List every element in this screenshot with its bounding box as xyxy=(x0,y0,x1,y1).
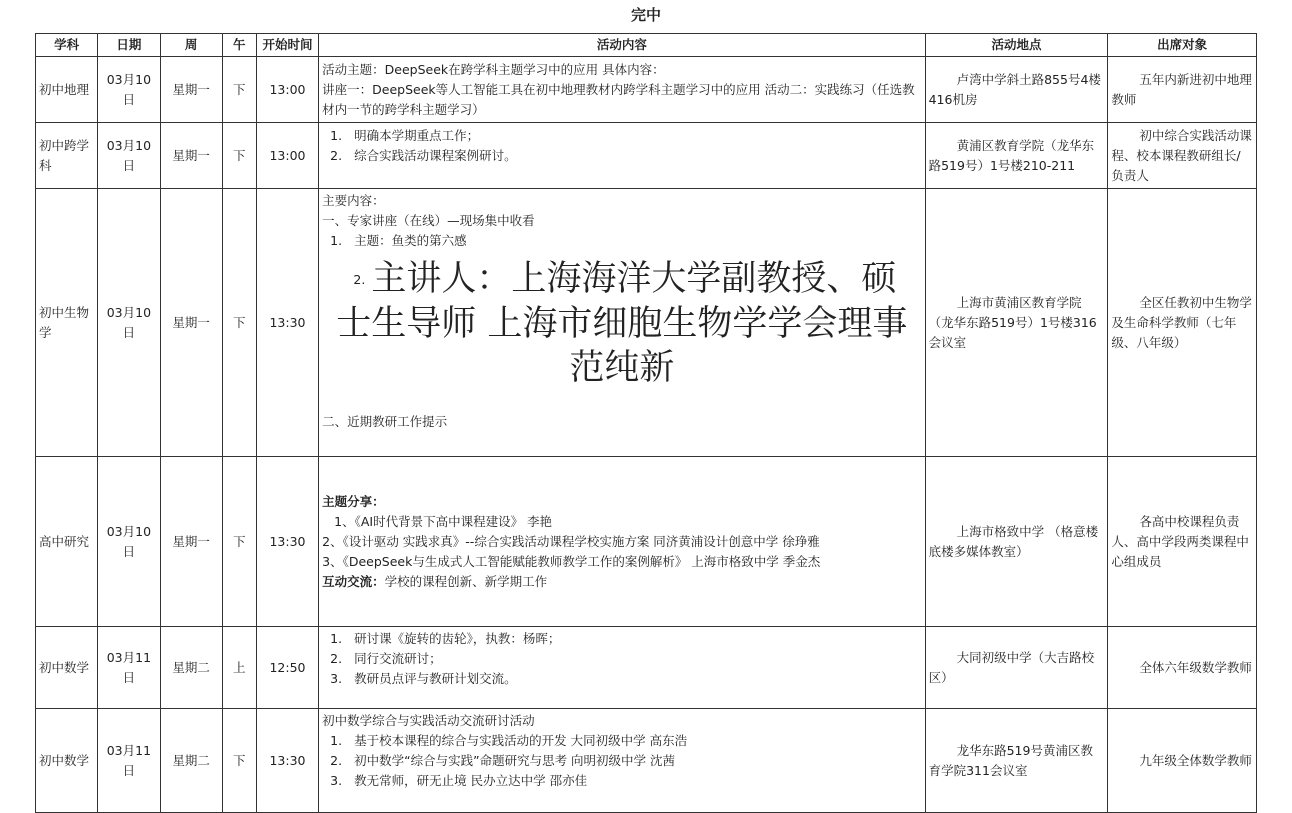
cell-audience xyxy=(1108,189,1257,457)
header-location: 活动地点 xyxy=(925,34,1108,57)
cell-week: 星期一 xyxy=(160,57,222,123)
cell-date: 03月11日 xyxy=(98,709,160,813)
header-noon: 午 xyxy=(222,34,256,57)
list-item xyxy=(322,146,921,166)
page-title: 完中 xyxy=(630,6,661,24)
cell-time: 13:00 xyxy=(256,57,318,123)
cell-content xyxy=(319,57,925,123)
location-text: 上海市格致中学 （格意楼底楼多媒体教室） xyxy=(928,523,1099,559)
content-list xyxy=(322,629,921,689)
cell-date: 03月11日 xyxy=(98,627,160,709)
location-text: 上海市黄浦区教育学院（龙华东路519号）1号楼316会议室 xyxy=(928,294,1097,350)
list-item xyxy=(322,731,921,751)
content-section: 二、近期教研工作提示 xyxy=(322,414,448,429)
cell-subject: 初中生物学 xyxy=(36,189,98,457)
cell-location xyxy=(925,709,1108,813)
item-number: 2. xyxy=(330,753,343,768)
cell-time: 13:30 xyxy=(256,457,318,627)
item-text: 综合实践活动课程案例研讨。 xyxy=(354,148,517,163)
share-item: 3、《DeepSeek与生成式人工智能赋能教师教学工作的案例解析》 上海市格致中学 季金杰 xyxy=(322,553,821,569)
list-item xyxy=(322,629,921,649)
cell-subject: 初中地理 xyxy=(36,57,98,123)
audience-text: 初中综合实践活动课程、校本课程教研组长/负责人 xyxy=(1111,127,1252,183)
item-text: 初中数学“综合与实践”命题研究与思考 向明初级中学 沈茜 xyxy=(354,753,676,768)
header-date: 日期 xyxy=(98,34,160,57)
cell-week: 星期一 xyxy=(160,457,222,627)
table-row xyxy=(36,709,1257,813)
item-number: 2. xyxy=(330,651,343,666)
audience-text: 五年内新进初中地理教师 xyxy=(1111,71,1252,107)
table-row xyxy=(36,457,1257,627)
cell-noon: 下 xyxy=(222,189,256,457)
exchange-text: 学校的课程创新、新学期工作 xyxy=(384,573,548,589)
cell-week: 星期二 xyxy=(160,709,222,813)
cell-date: 03月10日 xyxy=(98,57,160,123)
content-line: 活动主题：DeepSeek在跨学科主题学习中的应用 具体内容： xyxy=(322,61,665,77)
table-row xyxy=(36,627,1257,709)
cell-subject: 初中数学 xyxy=(36,627,98,709)
list-item xyxy=(322,669,921,689)
cell-noon: 下 xyxy=(222,709,256,813)
exchange-label: 互动交流： xyxy=(322,573,385,589)
table-row xyxy=(36,123,1257,189)
cell-week: 星期一 xyxy=(160,189,222,457)
cell-noon: 上 xyxy=(222,627,256,709)
cell-time: 13:30 xyxy=(256,709,318,813)
item-text: 研讨课《旋转的齿轮》，执教：杨晖； xyxy=(354,631,561,646)
item-text: 教无常师，研无止境 民办立达中学 邵亦佳 xyxy=(354,773,588,788)
audience-text: 各高中校课程负责人、高中学段两类课程中心组成员 xyxy=(1111,513,1249,569)
share-item: 1、《AI时代背景下高中课程建设》 李艳 xyxy=(334,513,553,529)
item-text: 基于校本课程的综合与实践活动的开发 大同初级中学 高东浩 xyxy=(354,733,688,748)
cell-location xyxy=(925,189,1108,457)
item-number: 3. xyxy=(330,671,343,686)
header-week: 周 xyxy=(160,34,222,57)
cell-week: 星期二 xyxy=(160,627,222,709)
share-label: 主题分享： xyxy=(322,493,385,509)
list-item xyxy=(322,649,921,669)
audience-text: 全区任教初中生物学及生命科学教师（七年级、八年级） xyxy=(1111,294,1252,350)
table-row xyxy=(36,189,1257,457)
cell-date: 03月10日 xyxy=(98,123,160,189)
table-row xyxy=(36,57,1257,123)
item-number: 3. xyxy=(330,773,343,788)
content-list xyxy=(322,126,921,166)
cell-time: 12:50 xyxy=(256,627,318,709)
header-start-time: 开始时间 xyxy=(256,34,318,57)
cell-content xyxy=(319,457,925,627)
item-number: 2. xyxy=(330,148,343,163)
item-number: 1. xyxy=(330,733,343,748)
cell-location xyxy=(925,57,1108,123)
cell-audience xyxy=(1108,123,1257,189)
cell-noon: 下 xyxy=(222,123,256,189)
audience-text: 全体六年级数学教师 xyxy=(1139,659,1252,675)
item-text: 教研员点评与教研计划交流。 xyxy=(354,671,517,686)
cell-location xyxy=(925,627,1108,709)
schedule-table xyxy=(35,33,1257,813)
item-number: 1. xyxy=(330,233,343,248)
list-item xyxy=(322,751,921,771)
cell-content xyxy=(319,709,925,813)
cell-date: 03月10日 xyxy=(98,189,160,457)
content-section: 一、专家讲座（在线）—现场集中收看 xyxy=(322,213,535,228)
item-number: 2. xyxy=(353,272,366,287)
header-audience: 出席对象 xyxy=(1108,34,1257,57)
item-text: 明确本学期重点工作； xyxy=(354,128,480,143)
cell-audience xyxy=(1108,709,1257,813)
cell-subject: 高中研究 xyxy=(36,457,98,627)
cell-location xyxy=(925,123,1108,189)
cell-audience xyxy=(1108,627,1257,709)
location-text: 黄浦区教育学院（龙华东路519号）1号楼210-211 xyxy=(928,137,1095,173)
item-number: 1. xyxy=(330,128,343,143)
cell-audience xyxy=(1108,57,1257,123)
item-number: 1. xyxy=(330,631,343,646)
list-item xyxy=(322,126,921,146)
content-lead: 主要内容： xyxy=(322,193,385,208)
cell-noon: 下 xyxy=(222,457,256,627)
content-lead: 初中数学综合与实践活动交流研讨活动 xyxy=(322,713,535,728)
speaker-text: 主讲人：上海海洋大学副教授、硕士生导师 上海市细胞生物学学会理事 范纯新 xyxy=(336,259,908,388)
cell-subject: 初中数学 xyxy=(36,709,98,813)
header-subject: 学科 xyxy=(36,34,98,57)
location-text: 龙华东路519号黄浦区教育学院311会议室 xyxy=(928,742,1093,778)
content-line: 讲座一：DeepSeek等人工智能工具在初中地理教材内跨学科主题学习中的应用 活动二：实践练习（任选教材内一节的跨学科主题学习） xyxy=(322,81,915,117)
cell-time: 13:30 xyxy=(256,189,318,457)
item-text: 同行交流研讨； xyxy=(354,651,442,666)
audience-text: 九年级全体数学教师 xyxy=(1139,752,1252,768)
location-text: 大同初级中学（大吉路校区） xyxy=(928,649,1095,685)
table-header-row xyxy=(36,34,1257,57)
cell-content xyxy=(319,189,925,457)
cell-time: 13:00 xyxy=(256,123,318,189)
header-content: 活动内容 xyxy=(319,34,925,57)
cell-noon: 下 xyxy=(222,57,256,123)
location-text: 卢湾中学斜土路855号4楼416机房 xyxy=(928,71,1101,107)
speaker-banner xyxy=(330,257,913,390)
cell-content xyxy=(319,123,925,189)
list-item xyxy=(322,231,921,251)
content-list xyxy=(322,731,921,791)
cell-location xyxy=(925,457,1108,627)
cell-date: 03月10日 xyxy=(98,457,160,627)
share-item: 2、《设计驱动 实践求真》--综合实践活动课程学校实施方案 同济黄浦设计创意中学 徐琤雅 xyxy=(322,533,820,549)
cell-week: 星期一 xyxy=(160,123,222,189)
item-text: 主题：鱼类的第六感 xyxy=(354,233,467,248)
cell-content xyxy=(319,627,925,709)
cell-subject: 初中跨学科 xyxy=(36,123,98,189)
list-item xyxy=(322,771,921,791)
cell-audience xyxy=(1108,457,1257,627)
